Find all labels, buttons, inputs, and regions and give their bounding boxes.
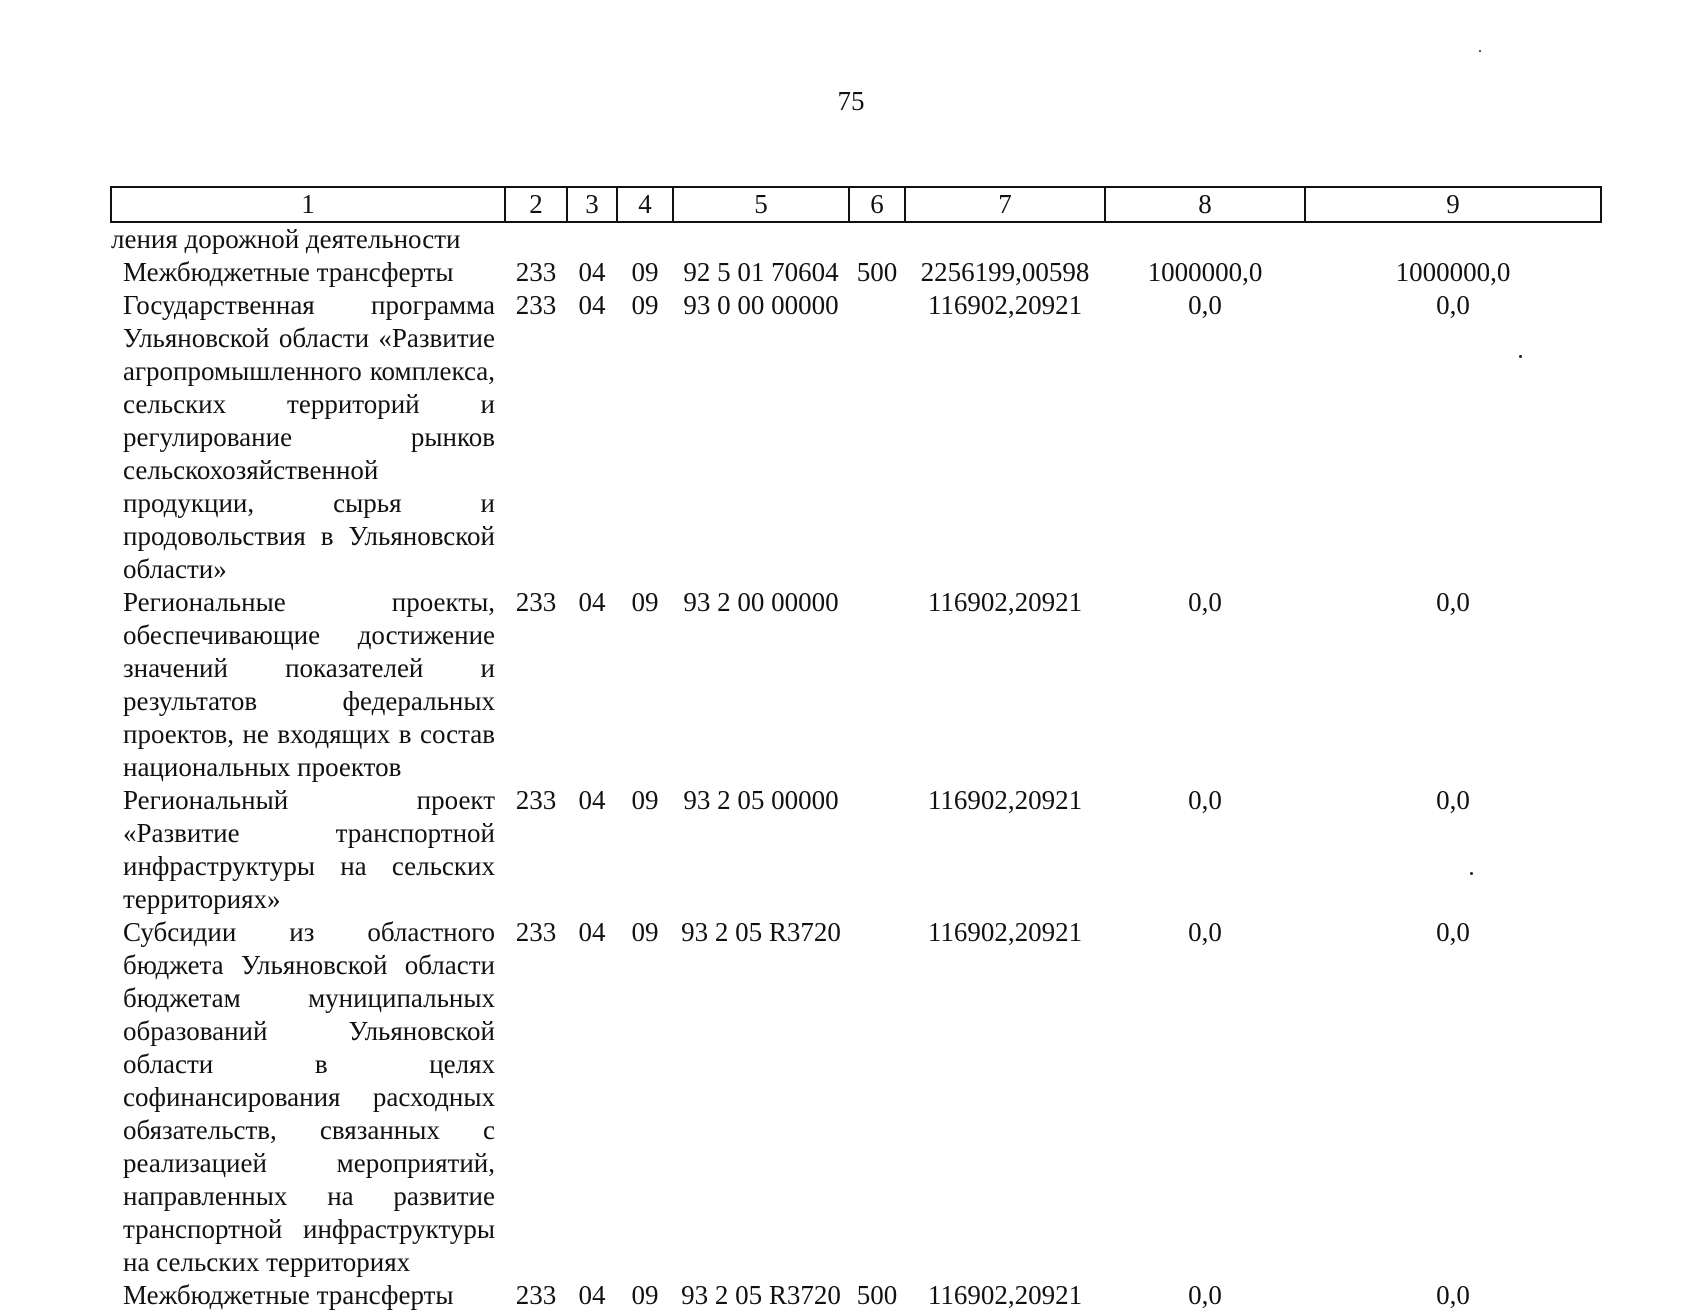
- row-cell-c9: 0,0: [1436, 785, 1470, 815]
- row-cell-c6: [849, 586, 905, 784]
- row-name-cell: ления дорожной деятельности: [111, 224, 461, 254]
- row-cell-c9: 0,0: [1436, 587, 1470, 617]
- row-cell-c3: 04: [578, 290, 606, 320]
- row-cell-c6: 500: [856, 257, 898, 287]
- row-cell-c3: 04: [578, 785, 606, 815]
- row-cell-c2: [505, 222, 567, 256]
- row-cell-c2: 233: [515, 1280, 557, 1310]
- row-cell-c8: [1105, 222, 1305, 256]
- row-cell-c6: [849, 289, 905, 586]
- row-cell-c7: 116902,20921: [927, 1280, 1083, 1310]
- header-cell-7: 7: [905, 187, 1105, 222]
- row-cell-c5: 93 2 05 R3720: [681, 1280, 841, 1310]
- row-cell-c4: 09: [631, 1280, 659, 1310]
- scan-speck: [1519, 355, 1522, 358]
- table-body: [111, 222, 1601, 1312]
- row-cell-c4: [617, 222, 673, 256]
- row-cell-c5: 93 2 05 R3720: [681, 917, 841, 947]
- row-cell-c8: 0,0: [1188, 1280, 1222, 1310]
- row-cell-c6: [849, 784, 905, 916]
- row-cell-c5: 93 2 05 00000: [683, 785, 839, 815]
- row-cell-c2: 233: [515, 917, 557, 947]
- row-cell-c3: [567, 222, 617, 256]
- row-name-cell: Субсидии из областного бюджета Ульяновской области бюджетам муниципальных образований Ульяновской области в целях софинансирования расходных обязательств, связанных с реализацией мероприятий, направленных на развитие транспортной инфраструктуры на сельских территориях: [123, 917, 495, 1277]
- row-cell-c9: 0,0: [1436, 917, 1470, 947]
- row-cell-c5: 93 0 00 00000: [683, 290, 839, 320]
- table-row: [111, 784, 1601, 916]
- row-cell-c9: 0,0: [1436, 290, 1470, 320]
- row-cell-c6: 500: [856, 1280, 898, 1310]
- row-cell-c7: 116902,20921: [927, 587, 1083, 617]
- header-cell-9: 9: [1305, 187, 1601, 222]
- row-cell-c5: [673, 222, 849, 256]
- row-cell-c8: 1000000,0: [1147, 257, 1263, 287]
- row-cell-c8: 0,0: [1188, 587, 1222, 617]
- row-cell-c8: 0,0: [1188, 785, 1222, 815]
- row-name-cell: Региональные проекты, обеспечивающие достижение значений показателей и результатов федеральных проектов, не входящих в состав национальных проектов: [123, 587, 495, 782]
- row-cell-c7: 116902,20921: [927, 290, 1083, 320]
- row-cell-c8: 0,0: [1188, 917, 1222, 947]
- row-cell-c4: 09: [631, 587, 659, 617]
- page-number: 75: [837, 86, 865, 116]
- header-row: [111, 187, 1601, 222]
- row-cell-c2: 233: [515, 587, 557, 617]
- row-cell-c6: [849, 222, 905, 256]
- scan-speck: [1479, 50, 1481, 52]
- row-cell-c7: 116902,20921: [927, 917, 1083, 947]
- header-cell-8: 8: [1105, 187, 1305, 222]
- row-cell-c5: 92 5 01 70604: [683, 257, 839, 287]
- budget-table: [110, 186, 1602, 1312]
- table-row: [111, 916, 1601, 1279]
- table-row: [111, 1279, 1601, 1312]
- row-cell-c9: [1305, 222, 1601, 256]
- row-cell-c4: 09: [631, 290, 659, 320]
- row-cell-c9: 1000000,0: [1395, 257, 1511, 287]
- header-cell-5: 5: [673, 187, 849, 222]
- row-cell-c7: 2256199,00598: [920, 257, 1090, 287]
- row-name-cell: Государственная программа Ульяновской области «Развитие агропромышленного комплекса, сельских территорий и регулирование рынков сельскохозяйственной продукции, сырья и продовольствия в Ульяновской области»: [123, 290, 495, 584]
- header-cell-6: 6: [849, 187, 905, 222]
- table-row: [111, 289, 1601, 586]
- row-cell-c2: 233: [515, 785, 557, 815]
- table-row: [111, 222, 1601, 256]
- row-cell-c2: 233: [515, 257, 557, 287]
- row-cell-c2: 233: [515, 290, 557, 320]
- header-cell-4: 4: [617, 187, 673, 222]
- row-cell-c8: 0,0: [1188, 290, 1222, 320]
- row-cell-c3: 04: [578, 257, 606, 287]
- header-cell-1: 1: [111, 187, 505, 222]
- row-cell-c9: 0,0: [1436, 1280, 1470, 1310]
- row-cell-c5: 93 2 00 00000: [683, 587, 839, 617]
- row-cell-c3: 04: [578, 917, 606, 947]
- row-name-cell: Региональный проект «Развитие транспортной инфраструктуры на сельских территориях»: [123, 785, 495, 914]
- scan-speck: [1470, 872, 1473, 875]
- row-cell-c7: [905, 222, 1105, 256]
- table-row: [111, 256, 1601, 289]
- header-cell-3: 3: [567, 187, 617, 222]
- row-cell-c4: 09: [631, 785, 659, 815]
- row-cell-c7: 116902,20921: [927, 785, 1083, 815]
- row-cell-c3: 04: [578, 587, 606, 617]
- row-cell-c4: 09: [631, 257, 659, 287]
- row-cell-c6: [849, 916, 905, 1279]
- row-name-cell: Межбюджетные трансферты: [123, 1280, 454, 1310]
- header-cell-2: 2: [505, 187, 567, 222]
- row-cell-c4: 09: [631, 917, 659, 947]
- table-row: [111, 586, 1601, 784]
- row-cell-c3: 04: [578, 1280, 606, 1310]
- row-name-cell: Межбюджетные трансферты: [123, 257, 454, 287]
